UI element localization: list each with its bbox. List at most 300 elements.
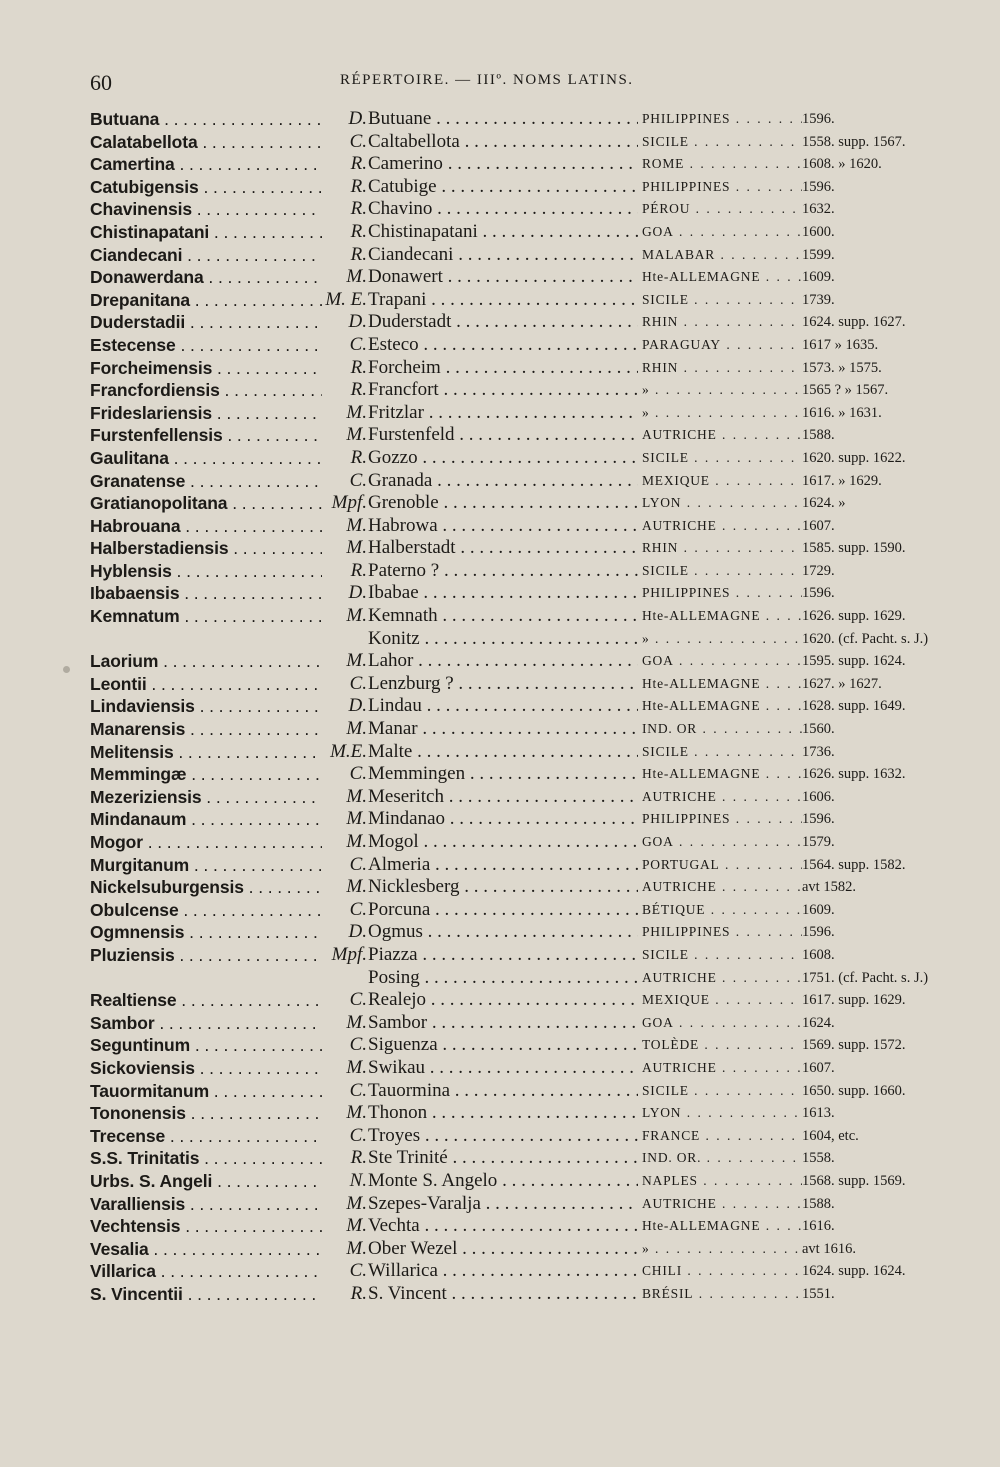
years: 1585. supp. 1590. xyxy=(802,537,952,559)
entry-row xyxy=(90,695,950,718)
region-name: » . . . xyxy=(642,402,802,424)
classification: M. xyxy=(322,1102,367,1124)
region-name: MEXIQUE . . . xyxy=(642,470,802,492)
town-name: Mindanao . . . xyxy=(368,808,638,830)
years: 1596. xyxy=(802,808,952,830)
region-name: » . . . xyxy=(642,628,802,650)
classification: M. xyxy=(322,266,367,288)
town-name: Mogol . . . xyxy=(368,831,638,853)
classification: Mpf. xyxy=(322,944,367,966)
years: 1628. supp. 1649. xyxy=(802,695,952,717)
town-name: Almeria . . . xyxy=(368,854,638,876)
entry-row xyxy=(90,131,950,154)
entry-row xyxy=(90,560,950,583)
region-name: GOA . . . xyxy=(642,650,802,672)
classification: R. xyxy=(322,379,367,401)
classification: C. xyxy=(322,673,367,695)
entry-row xyxy=(90,1170,950,1193)
years: 1604, etc. xyxy=(802,1125,952,1147)
latin-name: Varalliensis . . . xyxy=(90,1193,322,1215)
entry-row xyxy=(90,1057,950,1080)
entry-row xyxy=(90,176,950,199)
years: 1609. xyxy=(802,266,952,288)
entry-row xyxy=(90,1147,950,1170)
classification: M. xyxy=(322,650,367,672)
town-name: Konitz . . . xyxy=(368,628,638,650)
town-name: Lindau . . . xyxy=(368,695,638,717)
town-name: Fritzlar . . . xyxy=(368,402,638,424)
running-head: RÉPERTOIRE. — IIIº. NOMS LATINS. xyxy=(340,72,634,88)
region-name: AUTRICHE . . . xyxy=(642,1057,802,1079)
region-name: Hte-ALLEMAGNE . . . xyxy=(642,605,802,627)
years: 1568. supp. 1569. xyxy=(802,1170,952,1192)
region-name: FRANCE . . . xyxy=(642,1125,802,1147)
region-name: PHILIPPINES . . . xyxy=(642,582,802,604)
years: 1600. xyxy=(802,221,952,243)
latin-name: Chistinapatani . . . xyxy=(90,221,322,243)
town-name: Trapani . . . xyxy=(368,289,638,311)
town-name: Ste Trinité . . . xyxy=(368,1147,638,1169)
region-name: PHILIPPINES . . . xyxy=(642,108,802,130)
town-name: Meseritch . . . xyxy=(368,786,638,808)
classification: D. xyxy=(322,311,367,333)
latin-name: Seguntinum . . . xyxy=(90,1034,322,1056)
latin-name: Trecense . . . xyxy=(90,1125,322,1147)
region-name: BÉTIQUE . . . xyxy=(642,899,802,921)
years: 1565 ? » 1567. xyxy=(802,379,952,401)
latin-name: Mindanaum . . . xyxy=(90,808,322,830)
classification: M. xyxy=(322,876,367,898)
classification: M. xyxy=(322,424,367,446)
entry-row xyxy=(90,537,950,560)
years: 1650. supp. 1660. xyxy=(802,1080,952,1102)
region-name: PORTUGAL . . . xyxy=(642,854,802,876)
years: 1624. supp. 1627. xyxy=(802,311,952,333)
years: 1616. xyxy=(802,1215,952,1237)
classification: C. xyxy=(322,131,367,153)
entry-row xyxy=(90,876,950,899)
classification: M. xyxy=(322,1193,367,1215)
region-name: CHILI . . . xyxy=(642,1260,802,1282)
region-name: PHILIPPINES . . . xyxy=(642,921,802,943)
town-name: Ober Wezel . . . xyxy=(368,1238,638,1260)
latin-name: Kemnatum . . . xyxy=(90,605,322,627)
town-name: Caltabellota . . . xyxy=(368,131,638,153)
classification: M. xyxy=(322,1057,367,1079)
classification: R. xyxy=(322,176,367,198)
classification: R. xyxy=(322,221,367,243)
entry-row xyxy=(90,808,950,831)
classification: R. xyxy=(322,1147,367,1169)
latin-name: Francfordiensis . . . xyxy=(90,379,322,401)
region-name: Hte-ALLEMAGNE . . . xyxy=(642,763,802,785)
latin-name: Ibabaensis . . . xyxy=(90,582,322,604)
latin-name: Realtiense . . . xyxy=(90,989,322,1011)
years: 1620. supp. 1622. xyxy=(802,447,952,469)
town-name: Memmingen . . . xyxy=(368,763,638,785)
town-name: Lahor . . . xyxy=(368,650,638,672)
years: 1606. xyxy=(802,786,952,808)
latin-name: Granatense . . . xyxy=(90,470,322,492)
entry-row xyxy=(90,921,950,944)
classification: C. xyxy=(322,334,367,356)
years: 1558. supp. 1567. xyxy=(802,131,952,153)
years: 1579. xyxy=(802,831,952,853)
classification: D. xyxy=(322,695,367,717)
latin-name: Camertina . . . xyxy=(90,153,322,175)
classification: M. xyxy=(322,1215,367,1237)
town-name: Ibabae . . . xyxy=(368,582,638,604)
classification: C. xyxy=(322,989,367,1011)
entry-row xyxy=(90,605,950,628)
years: 1607. xyxy=(802,1057,952,1079)
classification: R. xyxy=(322,357,367,379)
entry-row xyxy=(90,944,950,967)
years: 1620. (cf. Pacht. s. J.) xyxy=(802,628,952,650)
town-name: Chistinapatani . . . xyxy=(368,221,638,243)
entry-row xyxy=(90,1125,950,1148)
latin-name: Ogmnensis . . . xyxy=(90,921,322,943)
classification: M. xyxy=(322,537,367,559)
entry-row xyxy=(90,1080,950,1103)
entry-row xyxy=(90,357,950,380)
town-name: Monte S. Angelo . . . xyxy=(368,1170,638,1192)
latin-name: Habrouana . . . xyxy=(90,515,322,537)
town-name: Grenoble . . . xyxy=(368,492,638,514)
region-name: AUTRICHE . . . xyxy=(642,515,802,537)
region-name: GOA . . . xyxy=(642,1012,802,1034)
town-name: Ogmus . . . xyxy=(368,921,638,943)
region-name: RHIN . . . xyxy=(642,537,802,559)
latin-name: Nickelsuburgensis . . . xyxy=(90,876,322,898)
classification: R. xyxy=(322,1283,367,1305)
town-name: Esteco . . . xyxy=(368,334,638,356)
entry-row xyxy=(90,244,950,267)
entry-row xyxy=(90,1034,950,1057)
region-name: IND. OR. . . . xyxy=(642,1147,802,1169)
region-name: SICILE . . . xyxy=(642,741,802,763)
latin-name: S.S. Trinitatis . . . xyxy=(90,1147,322,1169)
region-name: SICILE . . . xyxy=(642,289,802,311)
town-name: Thonon . . . xyxy=(368,1102,638,1124)
town-name: Kemnath . . . xyxy=(368,605,638,627)
years: 1624. supp. 1624. xyxy=(802,1260,952,1282)
region-name: PARAGUAY . . . xyxy=(642,334,802,356)
entry-row xyxy=(90,650,950,673)
entry-row xyxy=(90,786,950,809)
years: 1617. » 1629. xyxy=(802,470,952,492)
years: 1596. xyxy=(802,921,952,943)
classification: R. xyxy=(322,560,367,582)
entry-row xyxy=(90,628,950,651)
region-name: Hte-ALLEMAGNE . . . xyxy=(642,673,802,695)
years: 1626. supp. 1629. xyxy=(802,605,952,627)
latin-name: Villarica . . . xyxy=(90,1260,322,1282)
latin-name: Gratianopolitana . . . xyxy=(90,492,322,514)
years: 1626. supp. 1632. xyxy=(802,763,952,785)
classification: R. xyxy=(322,153,367,175)
page-number: 60 xyxy=(90,70,112,95)
town-name: Willarica . . . xyxy=(368,1260,638,1282)
years: 1588. xyxy=(802,424,952,446)
town-name: Realejo . . . xyxy=(368,989,638,1011)
town-name: Nicklesberg . . . xyxy=(368,876,638,898)
entry-row xyxy=(90,311,950,334)
entry-row xyxy=(90,153,950,176)
latin-name: Forcheimensis . . . xyxy=(90,357,322,379)
region-name: NAPLES . . . xyxy=(642,1170,802,1192)
entry-row xyxy=(90,582,950,605)
classification: M. xyxy=(322,808,367,830)
region-name: SICILE . . . xyxy=(642,447,802,469)
town-name: Butuane . . . xyxy=(368,108,638,130)
town-name: Siguenza . . . xyxy=(368,1034,638,1056)
years: 1729. xyxy=(802,560,952,582)
town-name: Francfort . . . xyxy=(368,379,638,401)
latin-name: Halberstadiensis . . . xyxy=(90,537,322,559)
entry-row xyxy=(90,1102,950,1125)
entry-row xyxy=(90,718,950,741)
town-name: Camerino . . . xyxy=(368,153,638,175)
region-name: RHIN . . . xyxy=(642,311,802,333)
years: 1608. » 1620. xyxy=(802,153,952,175)
entry-row xyxy=(90,289,950,312)
classification: C. xyxy=(322,854,367,876)
town-name: Sambor . . . xyxy=(368,1012,638,1034)
entry-row xyxy=(90,1283,950,1306)
years: 1569. supp. 1572. xyxy=(802,1034,952,1056)
region-name: BRÉSIL . . . xyxy=(642,1283,802,1305)
entry-row xyxy=(90,379,950,402)
region-name: SICILE . . . xyxy=(642,944,802,966)
classification: M. E. xyxy=(322,289,367,311)
latin-name: Murgitanum . . . xyxy=(90,854,322,876)
latin-name: Tononensis . . . xyxy=(90,1102,322,1124)
years: 1564. supp. 1582. xyxy=(802,854,952,876)
region-name: » . . . xyxy=(642,1238,802,1260)
town-name: S. Vincent . . . xyxy=(368,1283,638,1305)
town-name: Porcuna . . . xyxy=(368,899,638,921)
town-name: Donawert . . . xyxy=(368,266,638,288)
entry-row xyxy=(90,1012,950,1035)
town-name: Chavino . . . xyxy=(368,198,638,220)
town-name: Paterno ? . . . xyxy=(368,560,638,582)
classification: R. xyxy=(322,244,367,266)
classification: C. xyxy=(322,1080,367,1102)
classification: C. xyxy=(322,1260,367,1282)
region-name: SICILE . . . xyxy=(642,1080,802,1102)
years: 1595. supp. 1624. xyxy=(802,650,952,672)
latin-name: Memmingæ . . . xyxy=(90,763,322,785)
classification: M. xyxy=(322,1012,367,1034)
classification: C. xyxy=(322,763,367,785)
town-name: Malte . . . xyxy=(368,741,638,763)
years: 1558. xyxy=(802,1147,952,1169)
years: avt 1616. xyxy=(802,1238,952,1260)
years: 1596. xyxy=(802,108,952,130)
region-name: AUTRICHE . . . xyxy=(642,876,802,898)
region-name: GOA . . . xyxy=(642,831,802,853)
entry-row xyxy=(90,989,950,1012)
region-name: LYON . . . xyxy=(642,492,802,514)
years: 1627. » 1627. xyxy=(802,673,952,695)
classification: D. xyxy=(322,108,367,130)
town-name: Vechta . . . xyxy=(368,1215,638,1237)
town-name: Tauormina . . . xyxy=(368,1080,638,1102)
latin-name: Pluziensis . . . xyxy=(90,944,322,966)
region-name: PÉROU . . . xyxy=(642,198,802,220)
entry-row xyxy=(90,424,950,447)
region-name: GOA . . . xyxy=(642,221,802,243)
region-name: LYON . . . xyxy=(642,1102,802,1124)
entry-row xyxy=(90,515,950,538)
region-name: AUTRICHE . . . xyxy=(642,967,802,989)
region-name: PHILIPPINES . . . xyxy=(642,176,802,198)
years: 1613. xyxy=(802,1102,952,1124)
latin-name: Vechtensis . . . xyxy=(90,1215,322,1237)
years: 1617. supp. 1629. xyxy=(802,989,952,1011)
classification: R. xyxy=(322,198,367,220)
region-name: PHILIPPINES . . . xyxy=(642,808,802,830)
years: 1607. xyxy=(802,515,952,537)
classification: M. xyxy=(322,515,367,537)
latin-name: Manarensis . . . xyxy=(90,718,322,740)
years: 1739. xyxy=(802,289,952,311)
entry-row xyxy=(90,402,950,425)
region-name: Hte-ALLEMAGNE . . . xyxy=(642,1215,802,1237)
latin-name: Leontii . . . xyxy=(90,673,322,695)
region-name: MALABAR . . . xyxy=(642,244,802,266)
years: 1736. xyxy=(802,741,952,763)
latin-name: Tauormitanum . . . xyxy=(90,1080,322,1102)
latin-name: Catubigensis . . . xyxy=(90,176,322,198)
classification: M. xyxy=(322,605,367,627)
classification: N. xyxy=(322,1170,367,1192)
entry-row xyxy=(90,1215,950,1238)
latin-name: Gaulitana . . . xyxy=(90,447,322,469)
classification: D. xyxy=(322,921,367,943)
latin-name: Ciandecani . . . xyxy=(90,244,322,266)
town-name: Gozzo . . . xyxy=(368,447,638,469)
classification: Mpf. xyxy=(322,492,367,514)
latin-name: Sickoviensis . . . xyxy=(90,1057,322,1079)
entry-row xyxy=(90,266,950,289)
latin-name: Estecense . . . xyxy=(90,334,322,356)
years: 1551. xyxy=(802,1283,952,1305)
region-name: ROME . . . xyxy=(642,153,802,175)
years: 1599. xyxy=(802,244,952,266)
classification: M. xyxy=(322,402,367,424)
entry-row xyxy=(90,334,950,357)
years: 1596. xyxy=(802,582,952,604)
entry-row xyxy=(90,899,950,922)
latin-name: Mezeriziensis . . . xyxy=(90,786,322,808)
latin-name: Furstenfellensis . . . xyxy=(90,424,322,446)
latin-name: Calatabellota . . . xyxy=(90,131,322,153)
entry-row xyxy=(90,470,950,493)
latin-name: Chavinensis . . . xyxy=(90,198,322,220)
latin-name: Obulcense . . . xyxy=(90,899,322,921)
entry-row xyxy=(90,492,950,515)
town-name: Piazza . . . xyxy=(368,944,638,966)
years: 1608. xyxy=(802,944,952,966)
classification: R. xyxy=(322,447,367,469)
region-name: MEXIQUE . . . xyxy=(642,989,802,1011)
years: 1617 » 1635. xyxy=(802,334,952,356)
years: 1632. xyxy=(802,198,952,220)
town-name: Troyes . . . xyxy=(368,1125,638,1147)
entry-row xyxy=(90,763,950,786)
entry-row xyxy=(90,831,950,854)
latin-name: Hyblensis . . . xyxy=(90,560,322,582)
town-name: Granada . . . xyxy=(368,470,638,492)
region-name: AUTRICHE . . . xyxy=(642,786,802,808)
classification: D. xyxy=(322,582,367,604)
region-name: AUTRICHE . . . xyxy=(642,424,802,446)
region-name: TOLÈDE . . . xyxy=(642,1034,802,1056)
latin-name: Laorium . . . xyxy=(90,650,322,672)
town-name: Forcheim . . . xyxy=(368,357,638,379)
town-name: Furstenfeld . . . xyxy=(368,424,638,446)
entry-row xyxy=(90,108,950,131)
town-name: Ciandecani . . . xyxy=(368,244,638,266)
town-name: Halberstadt . . . xyxy=(368,537,638,559)
entry-row xyxy=(90,447,950,470)
entry-row xyxy=(90,1193,950,1216)
years: 1609. xyxy=(802,899,952,921)
entry-row xyxy=(90,1260,950,1283)
entry-row xyxy=(90,1238,950,1261)
years: avt 1582. xyxy=(802,876,952,898)
latin-name: Urbs. S. Angeli . . . xyxy=(90,1170,322,1192)
classification: M. xyxy=(322,831,367,853)
years: 1560. xyxy=(802,718,952,740)
classification: C. xyxy=(322,470,367,492)
town-name: Posing . . . xyxy=(368,967,638,989)
classification: C. xyxy=(322,1034,367,1056)
region-name: RHIN . . . xyxy=(642,357,802,379)
region-name: Hte-ALLEMAGNE . . . xyxy=(642,266,802,288)
classification: C. xyxy=(322,1125,367,1147)
entry-row xyxy=(90,221,950,244)
classification: M. xyxy=(322,1238,367,1260)
years: 1588. xyxy=(802,1193,952,1215)
latin-name: Drepanitana . . . xyxy=(90,289,322,311)
latin-name: Donawerdana . . . xyxy=(90,266,322,288)
region-name: Hte-ALLEMAGNE . . . xyxy=(642,695,802,717)
town-name: Duderstadt . . . xyxy=(368,311,638,333)
town-name: Manar . . . xyxy=(368,718,638,740)
entry-row xyxy=(90,741,950,764)
town-name: Swikau . . . xyxy=(368,1057,638,1079)
latin-name: Butuana . . . xyxy=(90,108,322,130)
years: 1596. xyxy=(802,176,952,198)
latin-name: Sambor . . . xyxy=(90,1012,322,1034)
town-name: Catubige . . . xyxy=(368,176,638,198)
years: 1624. » xyxy=(802,492,952,514)
entry-row xyxy=(90,967,950,990)
years: 1573. » 1575. xyxy=(802,357,952,379)
latin-name: Vesalia . . . xyxy=(90,1238,322,1260)
classification: M. xyxy=(322,718,367,740)
latin-name: Mogor . . . xyxy=(90,831,322,853)
town-name: Szepes-Varalja . . . xyxy=(368,1193,638,1215)
region-name: AUTRICHE . . . xyxy=(642,1193,802,1215)
entry-row xyxy=(90,673,950,696)
town-name: Habrowa . . . xyxy=(368,515,638,537)
paper-speck xyxy=(63,666,70,673)
latin-name: Frideslariensis . . . xyxy=(90,402,322,424)
